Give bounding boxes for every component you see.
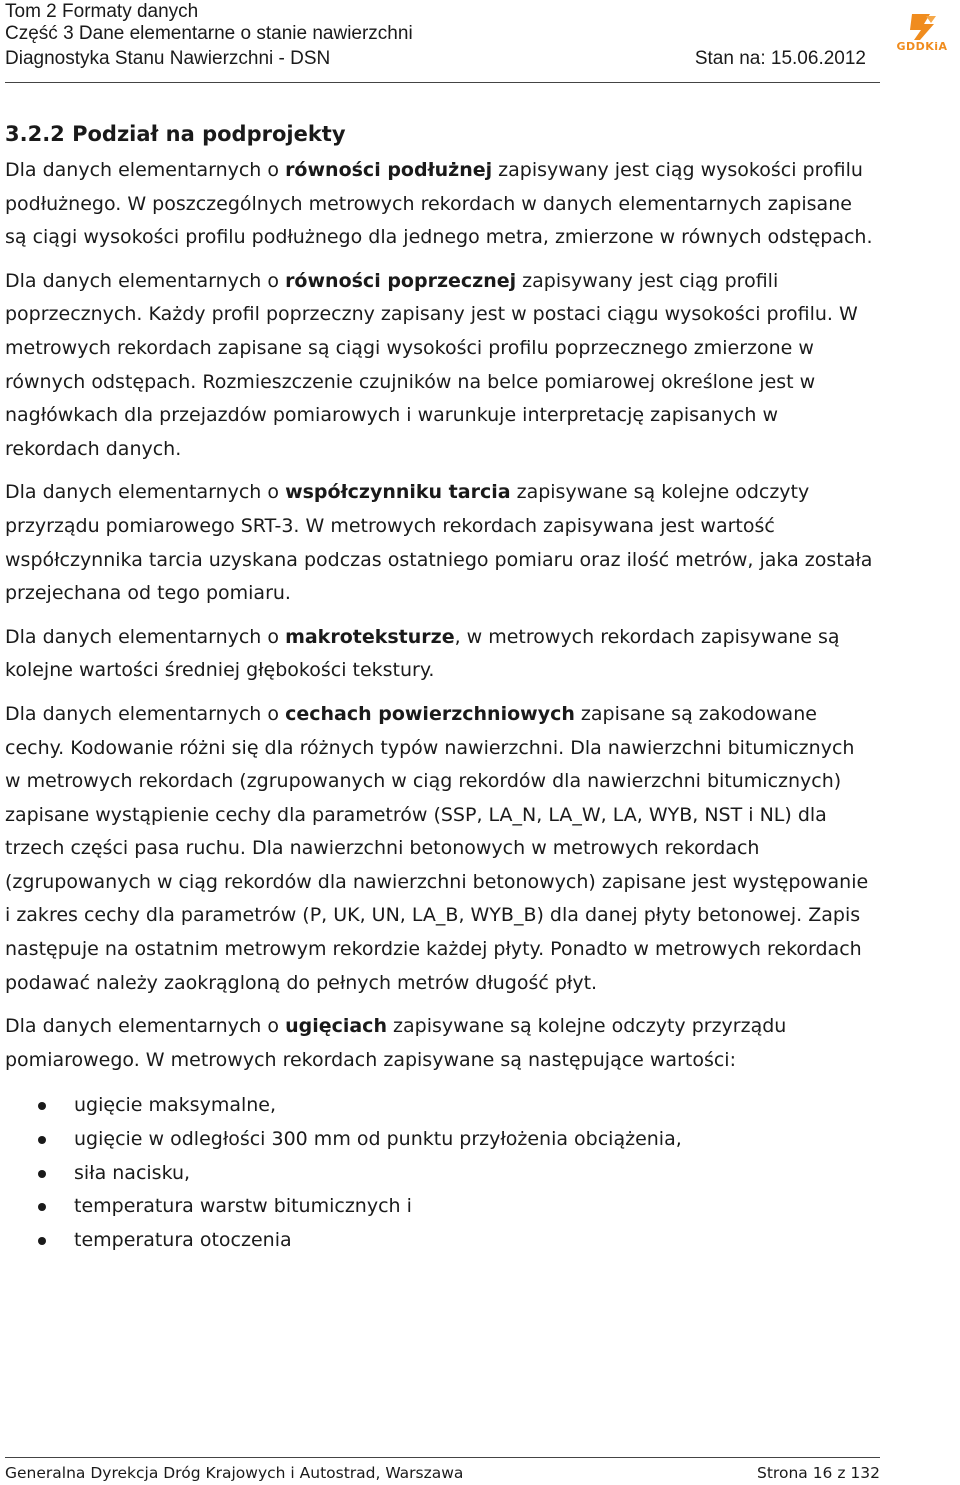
paragraph-text: Dla danych elementarnych o [5,625,286,648]
paragraph-text: Dla danych elementarnych o [5,702,286,725]
header-subject: Diagnostyka Stanu Nawierzchni - DSN [5,48,331,69]
gddkia-logo [890,10,954,60]
bullet-icon [38,1170,46,1178]
paragraph-text: zapisywane są kolejne odczyty przyrządu pomiarowego. W metrowych rekordach zapisywane są następujące wartości: [5,1015,787,1071]
paragraph-bold-term: równości podłużnej [285,159,493,181]
list-item-text: temperatura otoczenia [74,1228,292,1251]
paragraph-rownosc-poprzeczna [5,265,875,467]
list-item-text: ugięcie w odległości 300 mm od punktu przyłożenia obciążenia, [74,1128,682,1151]
page-header [5,0,880,83]
list-item-text: ugięcie maksymalne, [74,1094,277,1117]
page-footer [5,1457,880,1484]
paragraph-wspolczynnik-tarcia [5,476,875,610]
header-part-title: Część 3 Dane elementarne o stanie nawierzchni [5,23,413,44]
main-content [5,114,875,1257]
bullet-icon [38,1102,46,1110]
paragraph-cechy-powierzchniowe [5,698,875,1000]
paragraph-text: zapisywany jest ciąg wysokości profilu podłużnego. W poszczególnych metrowych rekordach w danych elementarnych zapisane są ciągi wysokości profilu podłużnego dla jednego metra, zmierzone w równych odstępach. [5,159,873,249]
paragraph-text: zapisywane są kolejne odczyty przyrządu pomiarowego SRT-3. W metrowych rekordach zapisywana jest wartość współczynnika tarcia uzyskana podczas ostatniego pomiaru oraz ilość metrów, jaka została przejechana od tego pomiaru. [5,481,873,605]
list-item [5,1224,875,1258]
paragraph-text: zapisane są zakodowane cechy. Kodowanie różni się dla różnych typów nawierzchni. Dla nawierzchni bitumicznych w metrowych rekordach (zgrupowanych w ciąg rekordów dla nawierzchni bitumicznych) zapisane wystąpienie cechy dla parametrów (SSP, LA_N, LA_W, LA, WYB, NST i NL) dla trzech części pasa ruchu. Dla nawierzchni betonowych w metrowych rekordach (zgrupowanych w ciąg rekordów dla nawierzchni betonowych) zapisane jest występowanie i zakres cechy dla parametrów (P, UK, UN, LA_B, WYB_B) dla danej płyty betonowej. Zapis następuje na ostatnim metrowym rekordzie każdej płyty. Ponadto w metrowych rekordach podawać należy zaokrągloną do pełnych metrów długość płyt. [5,702,869,994]
paragraph-rownosc-podluzna [5,154,875,255]
paragraph-bold-term: cechach powierzchniowych [285,702,575,725]
paragraph-text: Dla danych elementarnych o [5,1015,286,1038]
list-item [5,1157,875,1191]
logo-text: GDDKiA [896,40,948,53]
paragraph-text: zapisywany jest ciąg profili poprzecznych. Każdy profil poprzeczny zapisany jest w postaci ciągu wysokości profilu. W metrowych rekordach zapisane są ciągi wysokości profilu poprzecznego zmierzone w równych odstępach. Rozmieszczenie czujników na belce pomiarowej określone jest w nagłówkach dla przejazdów pomiarowych i warunkuje interpretację zapisanych w rekordach danych. [5,269,858,460]
footer-organization: Generalna Dyrekcja Dróg Krajowych i Autostrad, Warszawa [5,1464,464,1482]
paragraph-bold-term: współczynniku tarcia [285,481,511,504]
gddkia-logo-icon [890,10,954,42]
paragraph-bold-term: ugięciach [285,1015,387,1038]
paragraph-text: Dla danych elementarnych o [5,159,286,181]
list-item [5,1089,875,1123]
values-list [5,1089,875,1257]
paragraph-bold-term: makroteksturze [285,625,455,648]
bullet-icon [38,1203,46,1211]
paragraph-text: Dla danych elementarnych o [5,481,286,504]
list-item-text: siła nacisku, [74,1161,191,1184]
paragraph-text: , w metrowych rekordach zapisywane są kolejne wartości średniej głębokości tekstury. [5,625,840,682]
bullet-icon [38,1237,46,1245]
list-item [5,1190,875,1224]
paragraph-makrotekstura [5,621,875,688]
bullet-icon [38,1136,46,1144]
section-title: 3.2.2 Podział na podprojekty [5,122,346,146]
paragraph-ugiecia [5,1010,875,1077]
footer-page-number: Strona 16 z 132 [757,1464,880,1482]
paragraph-text: Dla danych elementarnych o [5,269,286,292]
list-item [5,1123,875,1157]
header-date: Stan na: 15.06.2012 [694,48,866,69]
paragraph-bold-term: równości poprzecznej [285,269,517,292]
header-volume-title: Tom 2 Formaty danych [5,1,199,22]
list-item-text: temperatura warstw bitumicznych i [74,1195,412,1218]
